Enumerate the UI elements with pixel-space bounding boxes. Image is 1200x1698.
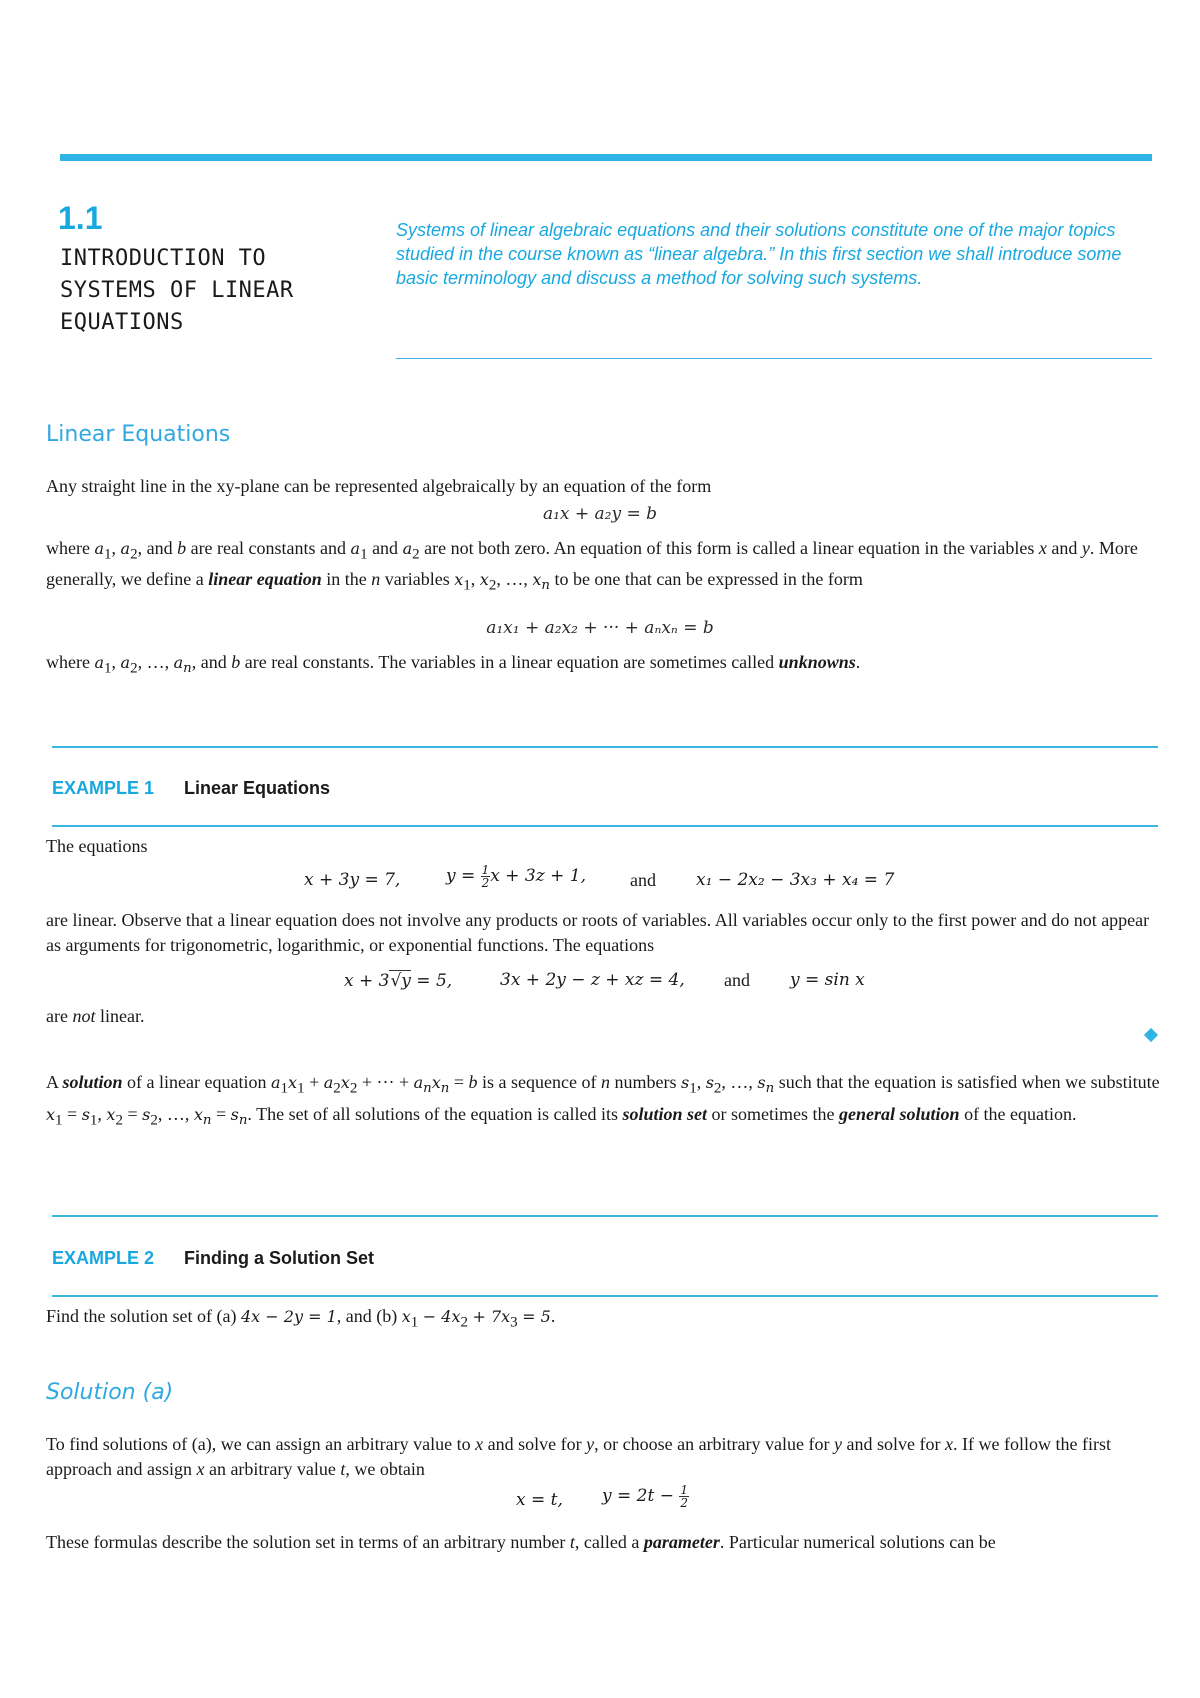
closing-emphasis: not [72, 1006, 96, 1026]
example2-header [52, 1248, 374, 1269]
paragraph-solution-a: To find solutions of (a), we can assign an arbitrary value to x and solve for y, or choose an arbitrary value for y and solve for x. If we follow the first approach and assign x an arbitrary value t, we obtain [46, 1434, 1111, 1479]
example2-title: Finding a Solution Set [184, 1248, 375, 1268]
term-solution: solution [62, 1072, 123, 1092]
equation: y = $\frac{1}{2}$ x + 3z + 1, [446, 863, 586, 890]
example1-title: Linear Equations [184, 778, 331, 798]
equation-line-nvar [0, 618, 1200, 638]
paragraph-linear-constants: where $a_1$, $a_2$, …, $a_n$, and b are real constants. The variables in a linear equation are sometimes called unknowns. [46, 652, 861, 677]
closing-text: are [46, 1006, 68, 1026]
example1-header [52, 778, 330, 799]
example1-top-rule [52, 746, 1158, 748]
paragraph-text: Any straight line in the xy-plane can be represented algebraically by an equation of the form [46, 476, 712, 496]
end-of-example-diamond-icon [1144, 1028, 1158, 1042]
closing-text: linear. [100, 1006, 145, 1026]
equation: 3x + 2y − z + xz = 4, [500, 970, 685, 990]
example1-body: are linear. Observe that a linear equation does not involve any products or roots of variables. All variables occur only to the first power and do not appear as arguments for trigonometric, logarithmic, or exponential functions. The equations [46, 910, 1150, 955]
example2-label: EXAMPLE 2 [52, 1248, 155, 1268]
example2-top-rule [52, 1215, 1158, 1217]
paragraph-linear-def: where $a_1$, $a_2$, and b are real constants and $a_1$ and $a_2$ are not both zero. An equation of this form is called a linear equation in the variables x and y. More generally, we define a linear equation in the n variables $x_1$, $x_2$, …, $x_n$ to be one that can be expressed in the form [46, 538, 1138, 594]
paragraph-solution-def: A solution of a linear equation $a_1x_1 + a_2x_2$ + ··· + $a_nx_n = b$ is a sequence of n numbers $s_1$, $s_2$, …, $s_n$ such that the equation is satisfied when we substitute $x_1 = s_1$, $x_2 = s_2$, …, $x_n = s_n$. The set of all solutions of the equation is called its solution set or sometimes the general solution of the equation. [46, 1072, 1160, 1129]
example1-closing [46, 1004, 1162, 1029]
example2-prompt: Find the solution set of (a) 4x − 2y = 1, and (b) $x_1 - 4x_2 + 7x_3 = 5$. [46, 1306, 556, 1331]
example1-intro: The equations [46, 836, 148, 856]
paragraph-parameter: These formulas describe the solution set in terms of an arbitrary number t, called a parameter. Particular numerical solutions can be [46, 1532, 996, 1552]
heading-solution-a: Solution (a) [46, 1380, 174, 1405]
equation: x + 3y = 7, [304, 870, 401, 890]
section-intro: Systems of linear algebraic equations and their solutions constitute one of the major topics studied in the course known as “linear algebra.” In this first section we shall introduce some basic terminology and discuss a method for solving such systems. [396, 220, 1122, 288]
equation-line-2var [0, 504, 1200, 524]
term-parameter: parameter [643, 1532, 720, 1552]
intro-rule [396, 358, 1152, 359]
equation: a₁x₁ + a₂x₂ + ··· + aₙxₙ = b [486, 618, 714, 638]
section-title [60, 243, 294, 339]
equation-connector: and [724, 970, 750, 990]
example1-label: EXAMPLE 1 [52, 778, 155, 798]
equation-connector: and [630, 870, 656, 890]
example1-bottom-rule [52, 825, 1158, 827]
equation: y = 2t − $\frac{1}{2}$ [602, 1483, 688, 1510]
paragraph-linear-intro [46, 474, 1162, 499]
section-title-line: SYSTEMS OF LINEAR [60, 278, 294, 303]
term-general-solution: general solution [839, 1103, 960, 1124]
top-rule [60, 154, 1152, 161]
section-title-line: INTRODUCTION TO [60, 246, 267, 271]
equation: x = t, [516, 1490, 563, 1510]
equation: a₁x + a₂y = b [542, 504, 658, 524]
term-solution-set: solution set [622, 1103, 708, 1124]
equation: x₁ − 2x₂ − 3x₃ + x₄ = 7 [696, 870, 895, 890]
equation: x + 3√y = 5, [344, 971, 453, 991]
equation: y = sin x [790, 970, 865, 990]
example2-bottom-rule [52, 1295, 1158, 1297]
term-unknowns: unknowns [778, 652, 856, 672]
section-number: 1.1 [58, 200, 103, 236]
term-linear-equation: linear equation [208, 569, 322, 590]
heading-linear-equations: Linear Equations [46, 422, 231, 447]
section-title-line: EQUATIONS [60, 310, 184, 335]
